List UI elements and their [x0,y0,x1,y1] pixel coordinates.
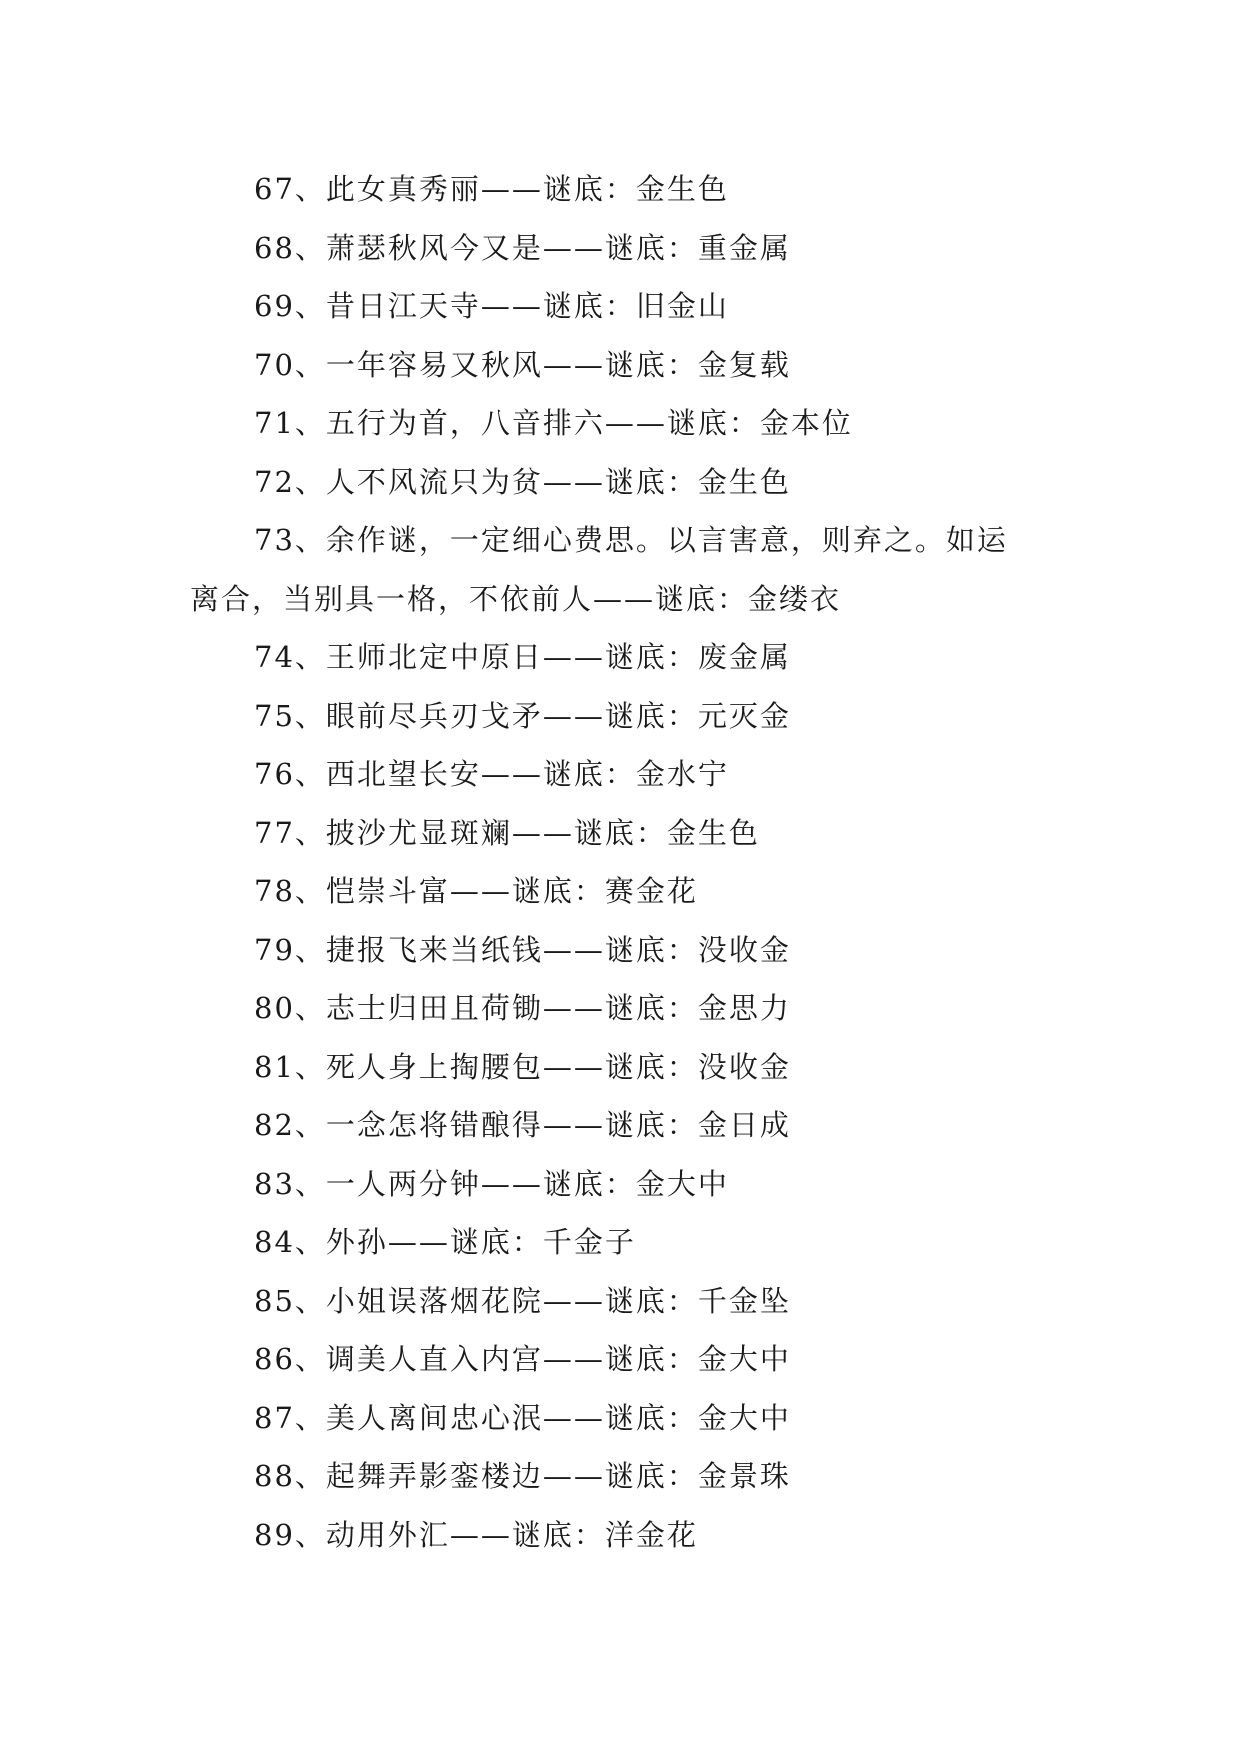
riddle-line: 70、一年容易又秋风——谜底：金复载 [254,347,791,382]
riddle-line: 76、西北望长安——谜底：金水宁 [254,757,729,791]
riddle-line: 71、五行为首，八音排六——谜底：金本位 [254,406,853,440]
riddle-line: 67、此女真秀丽——谜底：金生色 [254,172,729,206]
riddle-line-continuation: 离合，当别具一格，不依前人——谜底：金缕衣 [190,581,842,616]
riddle-line: 75、眼前尽兵刃戈矛——谜底：元灭金 [254,698,791,733]
riddle-line: 78、恺崇斗富——谜底：赛金花 [254,874,698,908]
riddle-line: 87、美人离间忠心泯——谜底：金大中 [254,1400,791,1435]
riddle-line: 69、昔日江天寺——谜底：旧金山 [254,289,729,323]
riddle-line: 72、人不风流只为贫——谜底：金生色 [254,464,791,499]
riddle-line: 84、外孙——谜底：千金子 [254,1225,636,1259]
riddle-line: 74、王师北定中原日——谜底：废金属 [254,640,791,674]
riddle-line: 82、一念怎将错酿得——谜底：金日成 [254,1108,791,1142]
riddle-line: 86、调美人直入内宫——谜底：金大中 [254,1342,791,1376]
riddle-line: 85、小姐误落烟花院——谜底：千金坠 [254,1283,791,1318]
riddle-line: 81、死人身上掏腰包——谜底：没收金 [254,1049,791,1084]
riddle-line: 68、萧瑟秋风今又是——谜底：重金属 [254,230,791,265]
riddle-line: 77、披沙尤显斑斓——谜底：金生色 [254,815,760,850]
riddle-line: 73、余作谜，一定细心费思。以言害意，则弃之。如运 [254,523,1008,557]
riddle-line: 88、起舞弄影銮楼边——谜底：金景珠 [254,1459,791,1493]
riddle-line: 79、捷报飞来当纸钱——谜底：没收金 [254,932,791,967]
riddle-list [190,160,1070,1564]
riddle-line: 80、志士归田且荷锄——谜底：金思力 [254,991,791,1025]
riddle-line: 89、动用外汇——谜底：洋金花 [254,1517,698,1552]
riddle-line: 83、一人两分钟——谜底：金大中 [254,1166,729,1201]
